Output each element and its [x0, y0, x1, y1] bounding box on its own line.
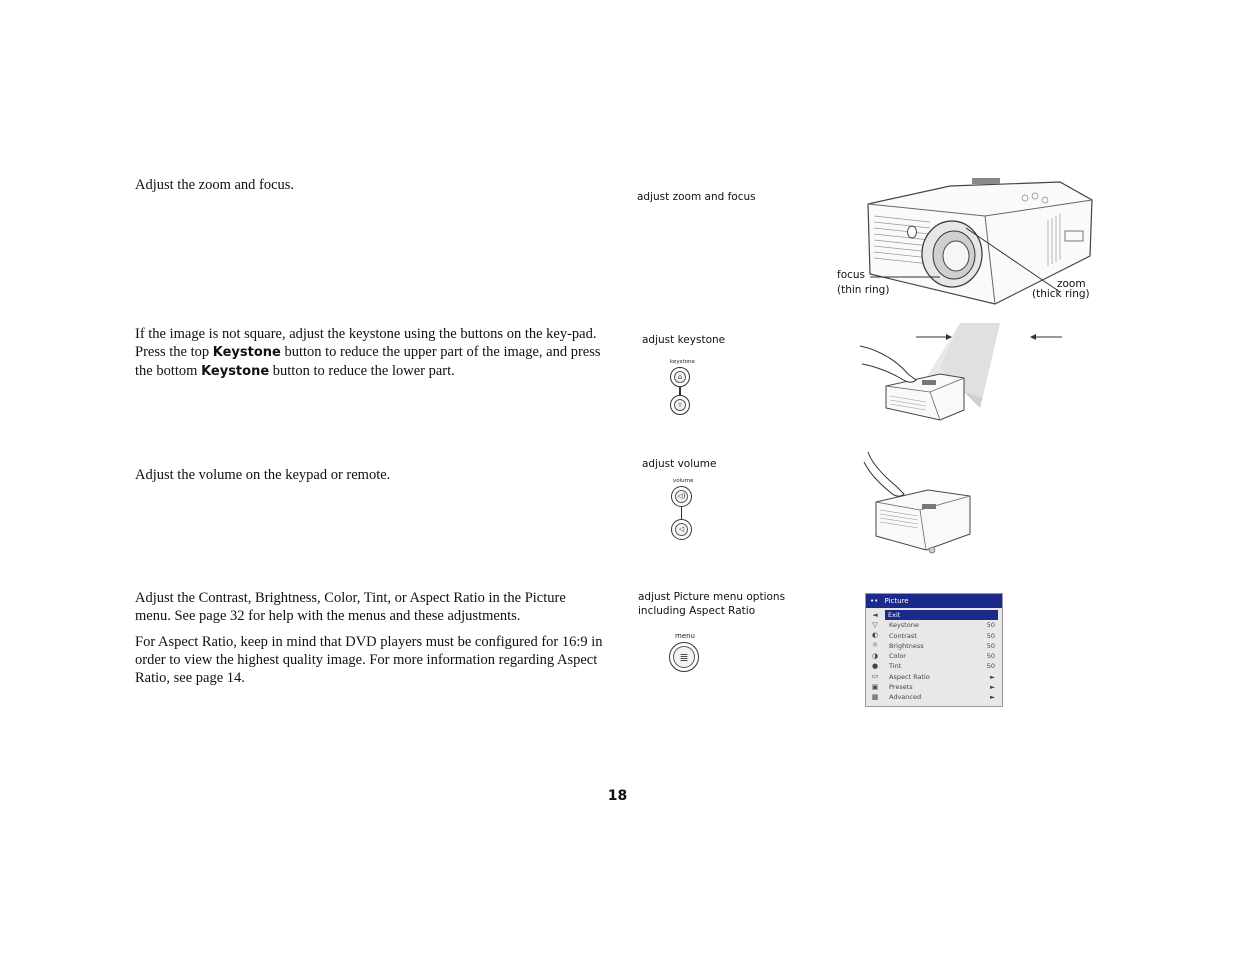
menu-dots-icon: •• [870, 597, 879, 605]
menu-row-value: ► [990, 693, 995, 702]
projector-keystone-illustration [860, 318, 1066, 426]
menu-row-value: 50 [986, 641, 995, 650]
menu-row-value: 50 [986, 652, 995, 661]
menu-row-keystone [866, 620, 1002, 630]
picture-menu-caption-line1: adjust Picture menu options [638, 591, 786, 603]
keystone-button-connector [679, 386, 681, 395]
volume-button-connector [681, 507, 683, 519]
menu-row-label: Color [889, 652, 906, 661]
menu-row-value: ► [990, 672, 995, 681]
volume-instruction [135, 466, 605, 484]
paragraph [135, 633, 605, 687]
menu-row-value: ► [990, 683, 995, 692]
picture-menu-caption-line2: including Aspect Ratio [638, 605, 756, 617]
picture-menu-title: Picture [884, 597, 909, 605]
text-run: button to reduce the upper part of the image, and press the bottom [135, 344, 601, 379]
paragraph [135, 466, 605, 484]
bold-run: Keystone [201, 364, 270, 379]
paragraph [135, 176, 605, 194]
menu-row-color-icon: ◑ [871, 651, 879, 660]
menu-row-keystone-icon: ▽ [872, 620, 878, 629]
menu-row-label: Aspect Ratio [889, 672, 930, 681]
keystone-up-button [670, 367, 690, 387]
picture-menu-instruction [135, 589, 605, 687]
menu-button [669, 642, 699, 672]
menu-row-value: 50 [986, 662, 995, 671]
paragraph [135, 325, 605, 381]
menu-row-exit-icon: ◄ [872, 610, 878, 619]
menu-row-label: Presets [889, 683, 913, 692]
keystone-down-icon: ▿ [674, 399, 686, 411]
picture-menu-panel [865, 593, 1003, 707]
menu-row-aspect-ratio [866, 672, 1002, 682]
menu-button-label: menu [675, 632, 695, 640]
menu-row-label: Contrast [889, 631, 917, 640]
menu-row-presets [866, 682, 1002, 692]
zoom-focus-caption: adjust zoom and focus [637, 191, 756, 203]
menu-row-label: Brightness [889, 641, 924, 650]
menu-row-tint [866, 661, 1002, 671]
keystone-caption: adjust keystone [642, 334, 726, 346]
keystone-button-label: keystone [670, 359, 695, 365]
volume-button-label: volume [673, 478, 694, 484]
text-run: button to reduce the lower part. [269, 363, 455, 379]
zoom-callout-label: zoom [1057, 278, 1086, 290]
zoom-callout-sublabel: (thick ring) [1032, 288, 1090, 300]
menu-row-tint-icon: ● [871, 661, 879, 670]
volume-up-button [671, 486, 692, 507]
menu-row-color [866, 651, 1002, 661]
zoom-focus-instruction [135, 176, 605, 194]
menu-row-label: Tint [889, 662, 902, 671]
keystone-up-icon: ⌂ [674, 371, 686, 383]
projector-volume-illustration [862, 450, 977, 556]
menu-row-advanced [866, 692, 1002, 702]
text-run: Adjust the zoom and focus. [135, 177, 295, 193]
picture-menu-title-bar [866, 594, 1002, 608]
volume-up-icon: ◁) [675, 490, 688, 503]
picture-menu-rows [866, 608, 1002, 703]
menu-row-exit [866, 610, 1002, 620]
menu-row-advanced-icon: ▦ [871, 692, 879, 701]
menu-row-value: 50 [986, 631, 995, 640]
volume-down-button [671, 519, 692, 540]
text-run: For Aspect Ratio, keep in mind that DVD players must be configured for 16:9 in order to view the highest quality image. For more information regarding Aspect Ratio, see page 14. [135, 634, 603, 686]
paragraph [135, 589, 605, 625]
menu-row-brightness-icon: ☼ [871, 641, 879, 650]
keystone-instruction [135, 325, 605, 381]
focus-callout-sublabel: (thin ring) [837, 284, 890, 296]
menu-row-aspect-ratio-icon: ▭ [871, 672, 879, 681]
menu-row-contrast-icon: ◐ [871, 631, 879, 640]
focus-callout-label: focus [837, 269, 866, 281]
text-run: If the image is not square, adjust the keystone using the buttons on the key-pad. Press the top [135, 326, 597, 360]
bold-run: Keystone [212, 345, 281, 360]
text-run: Adjust the volume on the keypad or remote. [135, 467, 391, 483]
keystone-down-button [670, 395, 690, 415]
menu-row-contrast [866, 631, 1002, 641]
text-run: Adjust the Contrast, Brightness, Color, Tint, or Aspect Ratio in the Picture menu. See page 32 for help with the menus and these adjustments. [135, 590, 566, 624]
menu-row-value: 50 [986, 621, 995, 630]
menu-row-brightness [866, 641, 1002, 651]
page-number: 18 [607, 788, 628, 804]
menu-list-icon: ≣ [673, 646, 695, 668]
volume-down-icon: ◁ [675, 523, 688, 536]
menu-row-label: Exit [885, 610, 998, 620]
menu-row-presets-icon: ▣ [871, 682, 879, 691]
menu-row-label: Advanced [889, 693, 922, 702]
menu-row-label: Keystone [889, 621, 919, 630]
volume-caption: adjust volume [642, 458, 717, 470]
